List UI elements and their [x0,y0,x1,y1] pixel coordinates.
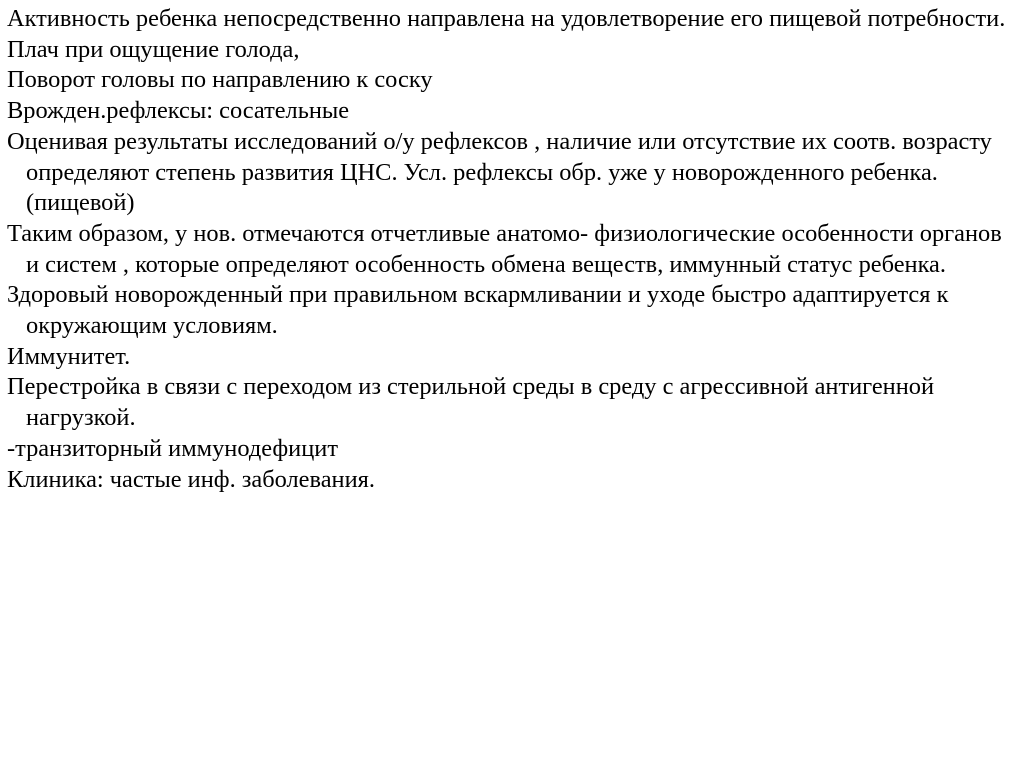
paragraph-clinic: Клиника: частые инф. заболевания. [7,465,375,493]
paragraph-innate-reflexes: Врожден.рефлексы: сосательные [7,97,350,125]
paragraph-reflex-evaluation: Оценивая результаты исследований о/у рефлексов , наличие или отсутствие их соотв. возрасту определяют степень развития ЦНС. Усл. рефлексы обр. уже у новорожденного ребенка. (пищевой) [7,127,992,217]
paragraph-crying: Плач при ощущение голода, [7,35,300,63]
paragraph-healthy-newborn: Здоровый новорожденный при правильном вскармливании и уходе быстро адаптируется к окружающим условиям. [7,281,949,340]
paragraph-immunodeficiency: -транзиторный иммунодефицит [7,434,338,462]
paragraph-anatomical-features: Таким образом, у нов. отмечаются отчетливые анатомо- физиологические особенности органов и систем , которые определяют особенность обмена веществ, иммунный статус ребенка. [7,219,1002,278]
paragraph-activity: Активность ребенка непосредственно направлена на удовлетворение его пищевой потребности. [7,5,1006,32]
paragraph-immunity: Иммунитет. [7,342,131,370]
paragraph-head-turn: Поворот головы по направлению к соску [7,66,433,94]
paragraph-restructuring: Перестройка в связи с переходом из стерильной среды в среду с агрессивной антигенной нагрузкой. [7,373,935,432]
